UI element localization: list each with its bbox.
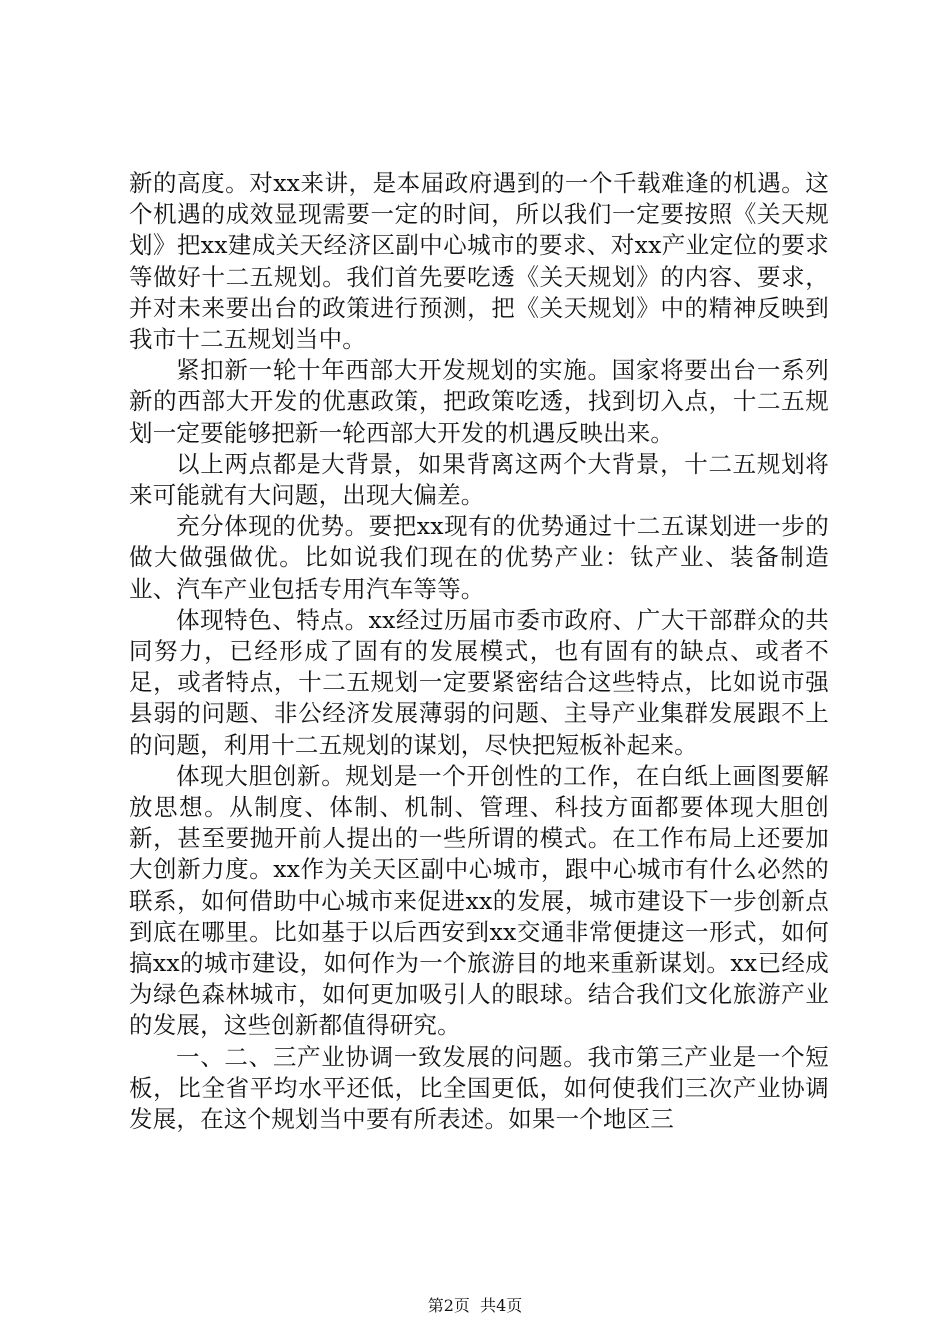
page-total: 共4页 (480, 1296, 523, 1315)
paragraph: 充分体现的优势。要把xx现有的优势通过十二五谋划进一步的做大做强做优。比如说我们现在的优势产业：钛产业、装备制造业、汽车产业包括专用汽车等等。 (129, 512, 829, 603)
paragraph: 一、二、三产业协调一致发展的问题。我市第三产业是一个短板，比全省平均水平还低，比全国更低，如何使我们三次产业协调发展，在这个规划当中要有所表述。如果一个地区三 (129, 1042, 829, 1134)
document-body (129, 168, 829, 1135)
page-number: 第2页 (427, 1296, 470, 1315)
paragraph: 紧扣新一轮十年西部大开发规划的实施。国家将要出台一系列新的西部大开发的优惠政策，把政策吃透，找到切入点，十二五规划一定要能够把新一轮西部大开发的机遇反映出来。 (129, 356, 829, 447)
paragraph: 新的高度。对xx来讲，是本届政府遇到的一个千载难逢的机遇。这个机遇的成效显现需要一定的时间，所以我们一定要按照《关天规划》把xx建成关天经济区副中心城市的要求、对xx产业定位的要求等做好十二五规划。我们首先要吃透《关天规划》的内容、要求，并对未来要出台的政策进行预测，把《关天规划》中的精神反映到我市十二五规划当中。 (129, 169, 829, 354)
page-footer (0, 1296, 950, 1316)
paragraph: 体现特色、特点。xx经过历届市委市政府、广大干部群众的共同努力，已经形成了固有的发展模式，也有固有的缺点、或者不足，或者特点，十二五规划一定要紧密结合这些特点，比如说市强县弱的问题、非公经济发展薄弱的问题、主导产业集群发展跟不上的问题，利用十二五规划的谋划，尽快把短板补起来。 (129, 605, 829, 759)
paragraph: 体现大胆创新。规划是一个开创性的工作，在白纸上画图要解放思想。从制度、体制、机制、管理、科技方面都要体现大胆创新，甚至要抛开前人提出的一些所谓的模式。在工作布局上还要加大创新力度。xx作为关天区副中心城市，跟中心城市有什么必然的联系，如何借助中心城市来促进xx的发展，城市建设下一步创新点到底在哪里。比如基于以后西安到xx交通非常便捷这一形式，如何搞xx的城市建设，如何作为一个旅游目的地来重新谋划。xx已经成为绿色森林城市，如何更加吸引人的眼球。结合我们文化旅游产业的发展，这些创新都值得研究。 (129, 761, 829, 1040)
paragraph: 以上两点都是大背景，如果背离这两个大背景，十二五规划将来可能就有大问题，出现大偏差。 (129, 449, 829, 510)
